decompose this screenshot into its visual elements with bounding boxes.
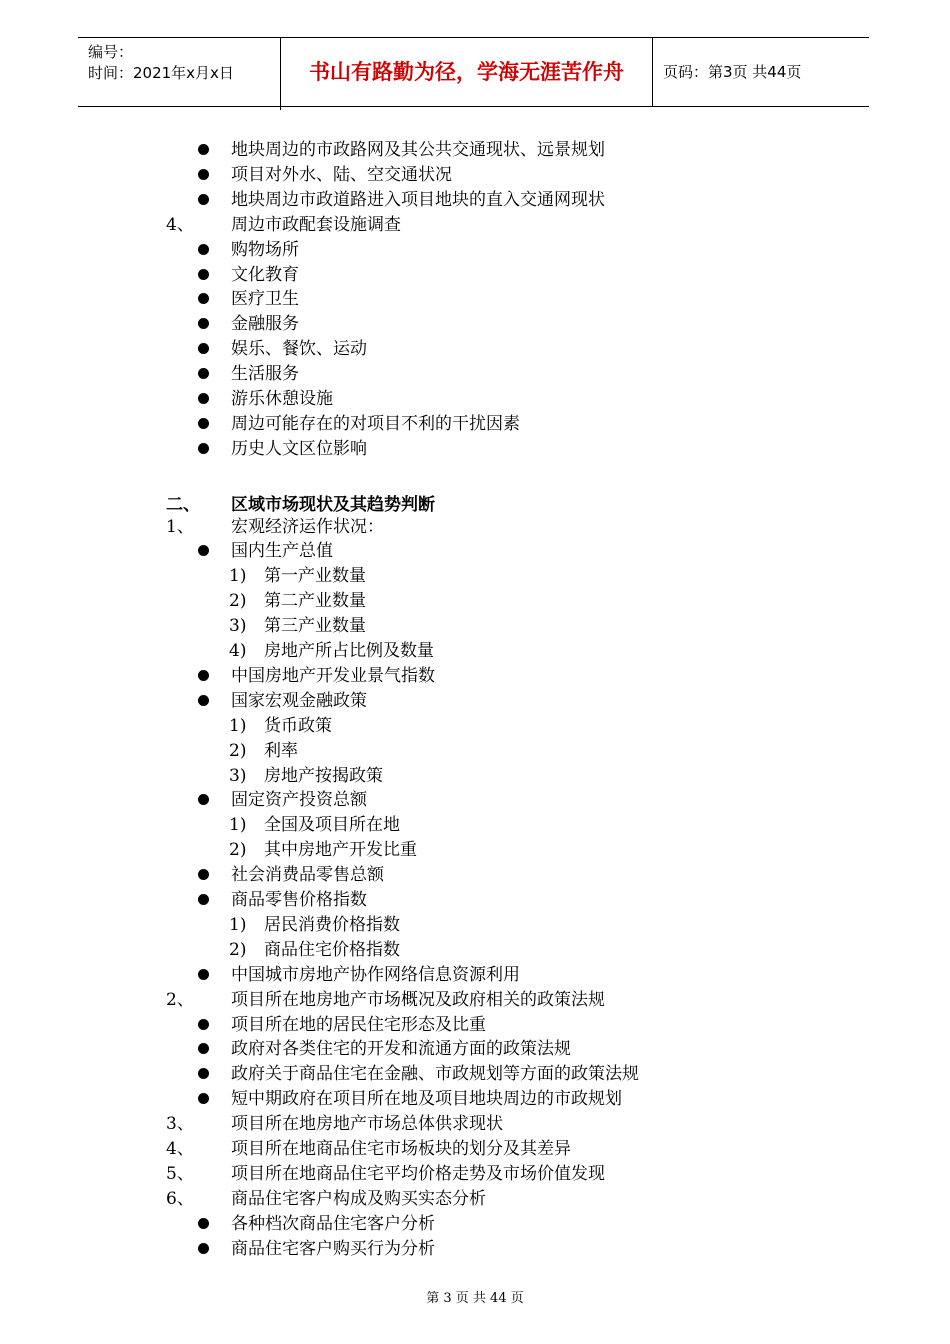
- bullet-icon: [198, 1093, 209, 1104]
- item-text: 金融服务: [231, 314, 299, 335]
- sub-item-text: 第二产业数量: [264, 591, 366, 612]
- item-text: 项目所在地房地产市场概况及政府相关的政策法规: [231, 989, 605, 1010]
- item-text: 项目对外水、陆、空交通状况: [231, 164, 452, 185]
- item-text: 中国房地产开发业景气指数: [231, 665, 435, 686]
- document-time-label: 时间：2021年x月x日: [88, 64, 234, 82]
- item-text: 各种档次商品住宅客户分析: [231, 1213, 435, 1234]
- item-text: 政府对各类住宅的开发和流通方面的政策法规: [231, 1039, 571, 1060]
- item-text: 文化教育: [231, 264, 299, 285]
- item-text: 商品零售价格指数: [231, 890, 367, 910]
- item-text: 社会消费品零售总额: [231, 865, 384, 886]
- bullet-icon: [198, 269, 209, 280]
- sub-item-text: 居民消费价格指数: [264, 914, 400, 935]
- item-text: 项目所在地商品住宅平均价格走势及市场价值发现: [231, 1163, 605, 1184]
- sub-item-number: 3): [229, 616, 247, 637]
- document-number-label: 编号：: [88, 43, 134, 61]
- bullet-icon: [198, 443, 209, 454]
- sub-item-number: 4): [229, 641, 247, 661]
- sub-item-text: 商品住宅价格指数: [264, 939, 400, 960]
- item-text: 中国城市房地产协作网络信息资源利用: [231, 964, 520, 985]
- sub-item-text: 房地产所占比例及数量: [264, 641, 434, 661]
- bullet-icon: [198, 1218, 209, 1229]
- sub-item-number: 2): [229, 591, 247, 612]
- item-text: 项目所在地的居民住宅形态及比重: [231, 1014, 486, 1035]
- item-number: 二、: [166, 494, 200, 515]
- item-text: 国内生产总值: [231, 541, 333, 562]
- sub-item-text: 货币政策: [264, 715, 332, 736]
- item-text: 生活服务: [231, 364, 299, 385]
- bullet-icon: [198, 418, 209, 429]
- sub-item-number: 2): [229, 740, 247, 761]
- heading-text: 区域市场现状及其趋势判断: [231, 494, 435, 515]
- item-text: 娱乐、餐饮、运动: [231, 339, 367, 360]
- sub-item-number: 1): [229, 815, 247, 836]
- bullet-icon: [198, 169, 209, 180]
- sub-item-number: 1): [229, 715, 247, 736]
- bullet-icon: [198, 1043, 209, 1054]
- item-text: 地块周边的市政路网及其公共交通现状、远景规划: [231, 140, 605, 160]
- bullet-icon: [198, 144, 209, 155]
- bullet-icon: [198, 368, 209, 379]
- page-footer: 第 3 页 共 44 页: [426, 1291, 524, 1306]
- item-text: 短中期政府在项目所在地及项目地块周边的市政规划: [231, 1089, 622, 1110]
- bullet-icon: [198, 194, 209, 205]
- item-text: 项目所在地商品住宅市场板块的划分及其差异: [231, 1139, 571, 1159]
- item-number: 4、: [166, 1139, 194, 1159]
- page-header: [78, 37, 869, 107]
- sub-item-text: 第一产业数量: [264, 566, 366, 587]
- item-number: 6、: [166, 1188, 194, 1209]
- bullet-icon: [198, 343, 209, 354]
- sub-item-number: 1): [229, 566, 247, 587]
- item-text: 项目所在地房地产市场总体供求现状: [231, 1114, 503, 1135]
- item-text: 周边可能存在的对项目不利的干扰因素: [231, 413, 520, 434]
- sub-item-text: 利率: [264, 740, 298, 761]
- bullet-icon: [198, 894, 209, 905]
- item-text: 游乐休憩设施: [231, 389, 333, 409]
- sub-item-number: 1): [229, 914, 247, 935]
- bullet-icon: [198, 670, 209, 681]
- item-text: 周边市政配套设施调查: [231, 214, 401, 235]
- bullet-icon: [198, 794, 209, 805]
- item-number: 1、: [166, 516, 194, 537]
- item-text: 固定资产投资总额: [231, 790, 367, 811]
- header-meta: [78, 38, 281, 110]
- bullet-icon: [198, 318, 209, 329]
- sub-item-text: 房地产按揭政策: [264, 765, 383, 786]
- item-number: 2、: [166, 989, 194, 1010]
- bullet-icon: [198, 1019, 209, 1030]
- item-text: 商品住宅客户构成及购买实态分析: [231, 1188, 486, 1209]
- sub-item-number: 2): [229, 840, 247, 861]
- bullet-icon: [198, 869, 209, 880]
- bullet-icon: [198, 244, 209, 255]
- sub-item-text: 其中房地产开发比重: [264, 840, 417, 861]
- bullet-icon: [198, 695, 209, 706]
- bullet-icon: [198, 293, 209, 304]
- item-number: 4、: [166, 214, 194, 235]
- item-number: 3、: [166, 1114, 194, 1135]
- bullet-icon: [198, 969, 209, 980]
- item-text: 历史人文区位影响: [231, 438, 367, 459]
- header-motto: 书山有路勤为径，学海无涯苦作舟: [281, 38, 653, 106]
- item-text: 商品住宅客户购买行为分析: [231, 1238, 435, 1259]
- item-text: 宏观经济运作状况：: [231, 516, 384, 537]
- item-text: 国家宏观金融政策: [231, 690, 367, 711]
- item-text: 政府关于商品住宅在金融、市政规划等方面的政策法规: [231, 1064, 639, 1085]
- bullet-icon: [198, 393, 209, 404]
- item-text: 地块周边市政道路进入项目地块的直入交通网现状: [231, 189, 605, 210]
- sub-item-text: 第三产业数量: [264, 616, 366, 637]
- bullet-icon: [198, 545, 209, 556]
- sub-item-text: 全国及项目所在地: [264, 815, 400, 836]
- item-text: 购物场所: [231, 239, 299, 260]
- item-number: 5、: [166, 1163, 194, 1184]
- sub-item-number: 2): [229, 939, 247, 960]
- sub-item-number: 3): [229, 765, 247, 786]
- item-text: 医疗卫生: [231, 289, 299, 310]
- header-page-label: 页码：第3页 共44页: [663, 63, 802, 81]
- bullet-icon: [198, 1068, 209, 1079]
- bullet-icon: [198, 1243, 209, 1254]
